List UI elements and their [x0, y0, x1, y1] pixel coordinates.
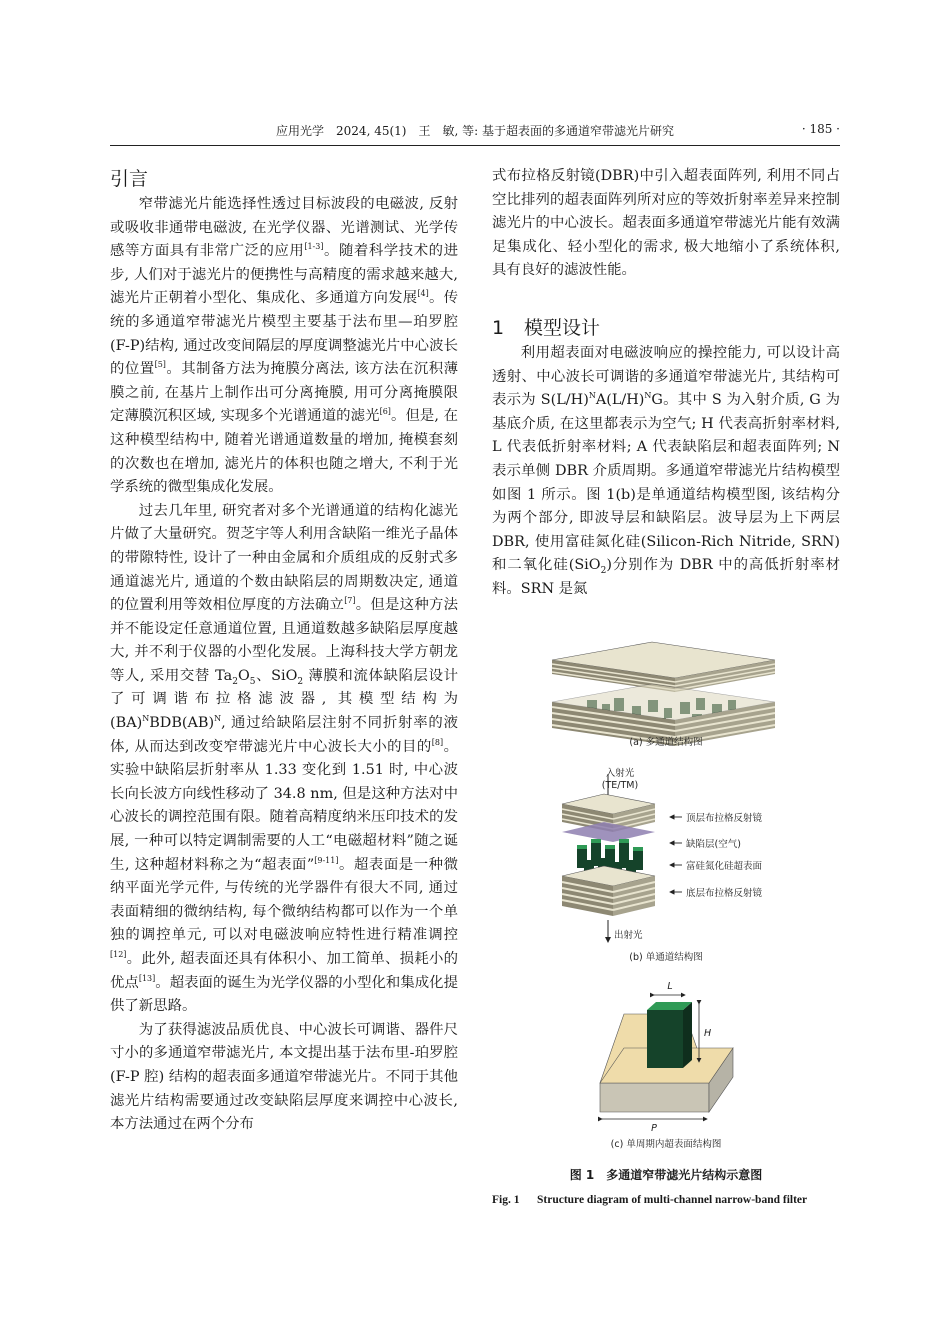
label-top-dbr: 顶层布拉格反射镜 [686, 813, 763, 824]
incident-light-label: 入射光 [605, 768, 635, 779]
superscript: [1-3] [304, 242, 324, 252]
superscript: [6] [379, 407, 391, 417]
figure-caption-en-label: Fig. 1 [492, 1194, 520, 1206]
intro-paragraph-4: 式布拉格反射镜(DBR)中引入超表面阵列, 利用不同占空比排列的超表面阵列所对应的等效折射率差异来控制滤光片的中心波长。超表面多通道窄带滤光片能有效满足集成化、轻小型化的需求, 极大地缩小了系统体积, 具有良好的滤波性能。 [492, 168, 840, 279]
polarization-label: (TE/TM) [601, 780, 639, 791]
label-bottom-dbr: 底层布拉格反射镜 [686, 888, 763, 899]
superscript: [8] [431, 737, 444, 747]
label-defect: 缺陷层(空气) [686, 839, 741, 850]
left-column [110, 165, 458, 1137]
superscript: N [214, 714, 222, 724]
superscript: N [142, 714, 150, 724]
section-title: 模型设计 [524, 316, 601, 339]
unit-pillar [647, 1002, 692, 1068]
header-rule [110, 145, 840, 146]
single-channel-structure [562, 767, 763, 963]
intro-paragraph-3: 为了获得滤波品质优良、中心波长可调谐、器件尺寸小的多通道窄带滤光片, 本文提出基于法布里-珀罗腔 (F-P 腔) 结构的超表面多通道窄带滤光片。不同于其他滤光片结构需要通过改变缺陷层厚度来调控中心波长, 本方法通过在两个分布 [110, 1021, 458, 1133]
outgoing-light-label: 出射光 [614, 930, 643, 941]
label-srn: 富硅氮化硅超表面 [686, 861, 763, 872]
intro-paragraph-1: 窄带滤光片能选择性透过目标波段的电磁波, 反射或吸收非通带电磁波, 在光学仪器、光谱测试、光学传感等方面具有非常广泛的应用[1-3]。随着科学技术的进步, 人们对于滤光片的便携性与高精度的需求越来越大, 滤光片正朝着小型化、集成化、多通道方向发展[4]。传统的多通道窄带滤光片模型主要基于法布里—珀罗腔(F-P)结构, 通过改变间隔层的厚度调整滤光片中心波长的位置[5]。其制备方法为掩膜分离法, 该方法在沉积薄膜之前, 在基片上制作出可分离掩膜, 用可分离掩膜限定薄膜沉积区域, 实现多个光谱通道的滤光[6]。但是, 在这种模型结构中, 随着光谱通道数量的增加, 掩模套刻的次数也在增加, 滤光片的体积也随之增大, 不利于光学系统的微型集成化发展。 [110, 196, 458, 496]
figure-caption-en [492, 1190, 840, 1211]
dim-H-label: H [704, 1028, 712, 1039]
unit-cell-structure [600, 981, 733, 1150]
substrate-front [600, 1083, 709, 1112]
sub-c-caption: (c) 单周期内超表面结构图 [610, 1139, 722, 1150]
superscript: [5] [154, 360, 166, 370]
running-head: 应用光学 2024, 45(1) 王 敏, 等: 基于超表面的多通道窄带滤光片研究 [276, 124, 674, 138]
superscript: [7] [344, 596, 356, 606]
figure-caption-en-text: Structure diagram of multi-channel narrow-band filter [537, 1194, 808, 1206]
intro-heading: 引言 [110, 168, 149, 190]
dim-L-label: L [667, 981, 673, 992]
superscript: [4] [417, 289, 429, 299]
bottom-dbr-b [562, 866, 655, 916]
superscript: [13] [138, 973, 156, 983]
multichannel-structure [552, 642, 775, 748]
section-1-paragraph-1: 利用超表面对电磁波响应的操控能力, 可以设计高透射、中心波长可调谐的多通道窄带滤光片, 其结构可表示为 $S(L/H)^NA(L/H)^NG$。其中 S 为入射介质, G 为基底介质, 在这里都表示为空气; H 代表高折射率材料, L 代表低折射率材料; A 代表缺陷层和超表面阵列; N 表示单侧 DBR 介质周期。多通道窄带滤光片结构模型如图 1 所示。图 1(b)是单通道结构模型图, 该结构分为两个部分, 即波导层和缺陷层。波导层为上下两层 DBR, 使用富硅氮化硅(Silicon-Rich Nitride, SRN)和二氧化硅(SiO$_2$)分别作为 DBR 中的高低折射率材料。SRN 是氮 [492, 344, 840, 597]
page-number: · 185 · [801, 122, 840, 136]
subscript: 2 [600, 566, 607, 577]
intro-paragraph-2: 过去几年里, 研究者对多个光谱通道的结构化滤光片做了大量研究。贺芝宇等人利用含缺陷一维光子晶体的带隙特性, 设计了一种由金属和介质组成的反射式多通道滤光片, 通道的个数由缺陷层的周期数决定, 通道的位置利用等效相位厚度的方法确立[7]。但是这种方法并不能设定任意通道位置, 且通道数越多缺陷层厚度越大, 并不利于仪器的小型化发展。上海科技大学方朝龙等人, 采用交替 $Ta_2O_5$、SiO$_2$ 薄膜和流体缺陷层设计了可调谐布拉格滤波器, 其模型结构为 (BA)$^N$BDB(AB)$^N$, 通过给缺陷层注射不同折射率的液体, 从而达到改变窄带滤光片中心波长大小的目的[8]。实验中缺陷层折射率从 1.33 变化到 1.51 时, 中心波长向长波方向线性移动了 34.8 nm, 但是这种方法对中心波长的调控范围有限。随着高精度纳米压印技术的发展, 一种可以特定调制需要的人工“电磁超材料”随之诞生, 这种超材料称之为“超表面”[9-11]。超表面是一种微纳平面光学元件, 与传统的光学器件有很大不同, 通过表面精细的微纳结构, 每个微纳结构都可以作为一个单独的调控单元, 可以对电磁波响应特性进行精准调控[12]。此外, 超表面还具有体积小、加工简单、损耗小的优点[13]。超表面的诞生为光学仪器的小型化和集成化提供了新思路。 [110, 502, 458, 1015]
right-column [492, 165, 840, 602]
subscript: 2 [232, 676, 238, 687]
subscript: 5 [249, 676, 256, 687]
dim-P-label: P [651, 1123, 657, 1134]
running-header [110, 122, 840, 142]
superscript: [12] [110, 950, 127, 960]
subscript: 2 [297, 676, 304, 687]
section-number: 1 [492, 316, 505, 339]
sub-b-caption: (b) 单通道结构图 [629, 952, 703, 963]
section-1-heading [492, 314, 840, 342]
sub-a-caption: (a) 多通道结构图 [629, 737, 703, 748]
superscript: N [644, 391, 652, 401]
figure-caption-cn: 图 1 多通道窄带滤光片结构示意图 [569, 1168, 763, 1182]
top-dbr-stack-a [552, 642, 775, 692]
superscript: [9-11] [314, 855, 339, 865]
superscript: N [588, 391, 596, 401]
figure-1 [492, 628, 840, 1228]
figure-1-drawing [492, 628, 840, 1163]
